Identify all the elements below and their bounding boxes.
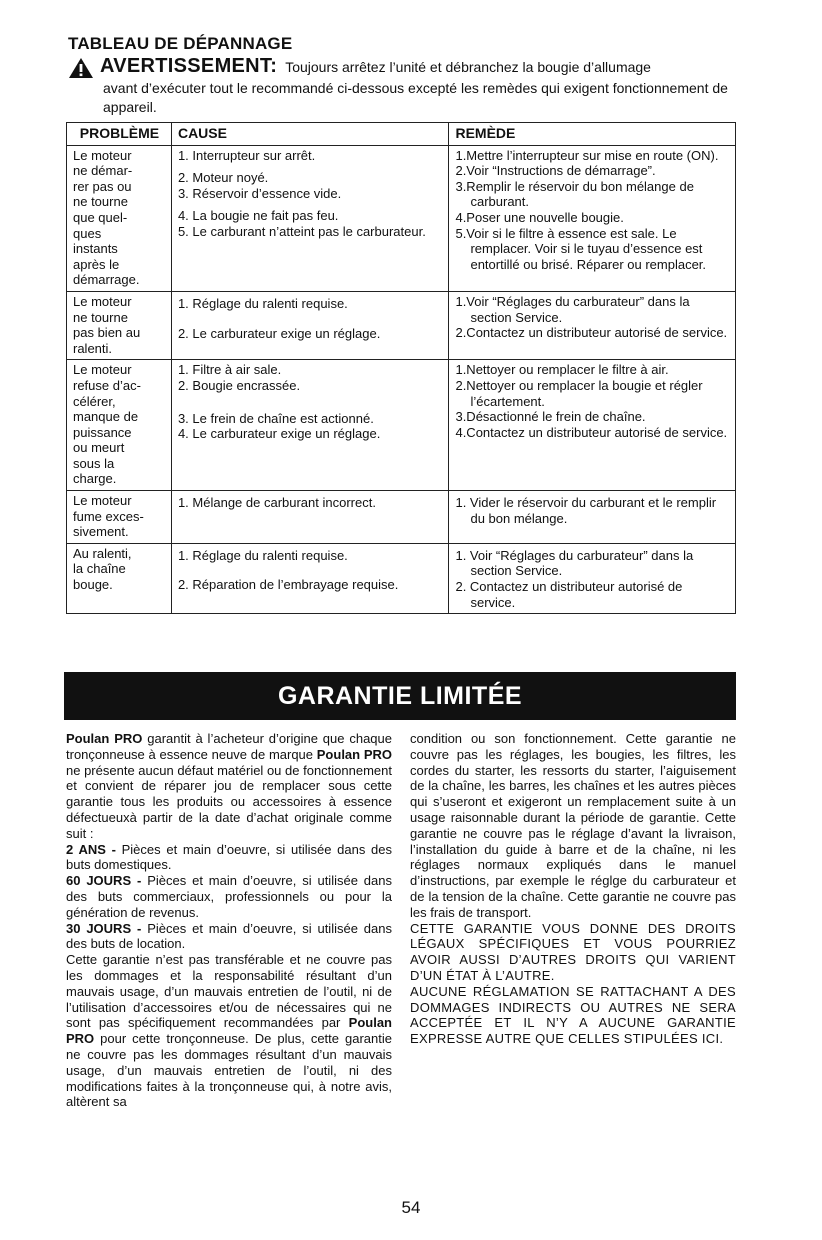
cause-cell (171, 360, 449, 491)
warranty-text: garantit à l’acheteur d’origine que chaque tronçonneuse à essence neuve de marque (66, 731, 392, 762)
cause-item: 1. Interrupteur sur arrêt. (177, 147, 316, 163)
warning-text-line1: Toujours arrêtez l’unité et débranchez la bougie d’allumage (285, 59, 651, 75)
remedy-cell (449, 360, 736, 491)
warranty-term (66, 842, 392, 874)
cause-item: 1. Réglage du ralenti requise. (177, 295, 348, 311)
brand-name: Poulan PRO (66, 1015, 392, 1047)
remedy-item: 2. Contactez un distributeur autorisé de service. (455, 579, 683, 610)
warranty-exclusions-paragraph (66, 952, 392, 1110)
cause-item: 4. Le carburateur exige un réglage. (177, 426, 381, 442)
remedy-item: 3.Remplir le réservoir du bon mélange de carburant. (455, 178, 694, 210)
cause-item: 3. Le frein de chaîne est actionné. (177, 410, 374, 426)
warranty-term-text: Pièces et main d’oeuvre, si utilisée dans des buts domestiques. (66, 841, 392, 873)
table-row (67, 543, 736, 613)
cause-cell (171, 145, 449, 291)
remedy-item: 2.Contactez un distributeur autorisé de service. (455, 325, 728, 341)
remedy-cell (449, 543, 736, 613)
warning-text-rest: avant d’exécuter tout le recommandé ci-dessous excepté les remèdes qui exigent fonctionnement de appareil. (103, 80, 728, 115)
warranty-banner (64, 672, 736, 720)
warranty-text: Cette garantie n’est pas transférable et ne couvre pas les dommages et la responsabilité résultant d’un mauvais usage, d’un mauvais entretien de l’outil, ni de l’utilisation d’accessoires et/ou de nécessaires qui ne sont pas spécifiquement recommandées par (66, 952, 392, 1031)
warning-triangle-icon (68, 57, 94, 79)
warranty-term-label: 2 ANS - (66, 841, 116, 857)
remedy-item: 1.Mettre l’interrupteur sur mise en route (ON). (455, 147, 719, 163)
legal-rights-paragraph: CETTE GARANTIE VOUS DONNE DES DROITS LÉGAUX SPÉCIFIQUES ET VOUS POURRIEZ AVOIR AUSSI D’AUTRES DROITS QUI VARIENT D’UN ÉTAT À L’AUTRE. (410, 920, 736, 983)
cause-cell (171, 543, 449, 613)
cause-item: 2. Moteur noyé. (177, 170, 269, 186)
troubleshooting-table (66, 122, 736, 614)
brand-name: Poulan PRO (66, 731, 143, 746)
header-problem: PROBLÈME (67, 123, 172, 146)
remedy-cell (449, 491, 736, 544)
cause-item: 4. La bougie ne fait pas feu. (177, 208, 339, 224)
problem-cell: Le moteur ne démar- rer pas ou ne tourne que quel- ques instants après le démarrage. (67, 145, 172, 291)
brand-name: Poulan PRO (316, 746, 392, 762)
header-cause: CAUSE (171, 123, 449, 146)
remedy-item: 5.Voir si le filtre à essence est sale. Le remplacer. Voir si le tuyau d’essence est entortillé ou brisé. Réparer ou remplacer. (455, 225, 707, 272)
problem-cell: Le moteur refuse d’ac- célérer, manque de puissance ou meurt sous la charge. (67, 360, 172, 491)
remedy-item: 4.Poser une nouvelle bougie. (455, 209, 624, 225)
remedy-item: 1. Vider le réservoir du carburant et le remplir du bon mélange. (455, 495, 717, 526)
table-row (67, 491, 736, 544)
table-header-row (67, 123, 736, 146)
remedy-cell (449, 291, 736, 359)
cause-item: 1. Mélange de carburant incorrect. (177, 495, 376, 511)
warranty-text: pour cette tronçonneuse. De plus, cette garantie ne couvre pas les dommages résultant d’un mauvais usage, d’un mauvais entretien de l’outil, ni des modifications faites à la tronçonneuse qui, à notre avis, altèrent sa (66, 1031, 392, 1110)
table-row (67, 291, 736, 359)
remedy-item: 1. Voir “Réglages du carburateur” dans la section Service. (455, 547, 694, 579)
warning-block (68, 57, 758, 117)
warranty-term-label: 30 JOURS - (66, 920, 142, 936)
warning-label: AVERTISSEMENT: (100, 55, 278, 77)
warranty-exclusions-continued: condition ou son fonctionnement. Cette garantie ne couvre pas les réglages, les bougies, les filtres, les cordes du starter, les ressorts du starter, l’aiguisement de la chaîne, les barres, les chaînes et les autres pièces qui s’useront et exigeront un remplacement suite à un usage raisonnable durant la période de garantie. Cette garantie ne couvre pas le réglage d’avant la livraison, l’installation du guide à barre et de la chaîne, ni les réglages normaux expliqués dans le manuel d’instructions, par exemple le réglge du carburateur et de la tension de la chaîne. Cette garantie ne couvre pas les frais de transport. (410, 731, 736, 920)
header-remedy: REMÈDE (449, 123, 736, 146)
warranty-term-label: 60 JOURS - (66, 873, 142, 889)
warranty-term (66, 921, 392, 953)
problem-cell: Le moteur ne tourne pas bien au ralenti. (67, 291, 172, 359)
table-row (67, 360, 736, 491)
cause-item: 1. Réglage du ralenti requise. (177, 547, 348, 563)
table-row (67, 145, 736, 291)
page-number: 54 (401, 1198, 421, 1217)
warranty-banner-title: GARANTIE LIMITÉE (277, 681, 523, 710)
warranty-text: ne présente aucun défaut matériel ou de fonctionnement et convient de réparer jou de remplacer sous cette garantie tous les produits ou accessoires à essence défectueuxà partir de la date d’achat originale comme suit : (66, 762, 392, 841)
remedy-item: 1.Nettoyer ou remplacer le filtre à air. (455, 362, 669, 378)
remedy-item: 4.Contactez un distributeur autorisé de service. (455, 424, 728, 440)
page-title: TABLEAU DE DÉPANNAGE (68, 34, 293, 53)
cause-cell (171, 491, 449, 544)
warranty-column-left (66, 731, 392, 1110)
warranty-term (66, 873, 392, 920)
cause-item: 1. Filtre à air sale. (177, 362, 282, 378)
problem-cell: Au ralenti, la chaîne bouge. (67, 543, 172, 613)
cause-item: 2. Le carburateur exige un réglage. (177, 325, 381, 341)
claims-disclaimer-paragraph: AUCUNE RÉGLAMATION SE RATTACHANT A DES DOMMAGES INDIRECTS OU AUTRES NE SERA ACCEPTÉE ET IL N’Y A AUCUNE GARANTIE EXPRESSE AUTRE QUE CELLES STIPULÉES ICI. (410, 983, 736, 1047)
warranty-term-text: Pièces et main d’oeuvre, si utilisée dans des buts commerciaux, professionnels ou pour la génération de revenus. (66, 873, 392, 920)
cause-item: 5. Le carburant n’atteint pas le carburateur. (177, 223, 426, 239)
cause-item: 3. Réservoir d’essence vide. (177, 185, 342, 201)
cause-item: 2. Réparation de l’embrayage requise. (177, 577, 399, 593)
remedy-cell (449, 145, 736, 291)
remedy-item: 2.Voir “Instructions de démarrage”. (455, 163, 656, 179)
warranty-term-text: Pièces et main d’oeuvre, si utilisée dans des buts de location. (66, 920, 392, 952)
remedy-item: 1.Voir “Réglages du carburateur” dans la section Service. (455, 293, 690, 325)
warranty-column-right (410, 731, 736, 1047)
warranty-intro-paragraph (66, 731, 392, 842)
cause-cell (171, 291, 449, 359)
remedy-item: 3.Désactionné le frein de chaîne. (455, 409, 646, 425)
remedy-item: 2.Nettoyer ou remplacer la bougie et régler l’écartement. (455, 377, 703, 409)
problem-cell: Le moteur fume exces- sivement. (67, 491, 172, 544)
cause-item: 2. Bougie encrassée. (177, 377, 301, 393)
